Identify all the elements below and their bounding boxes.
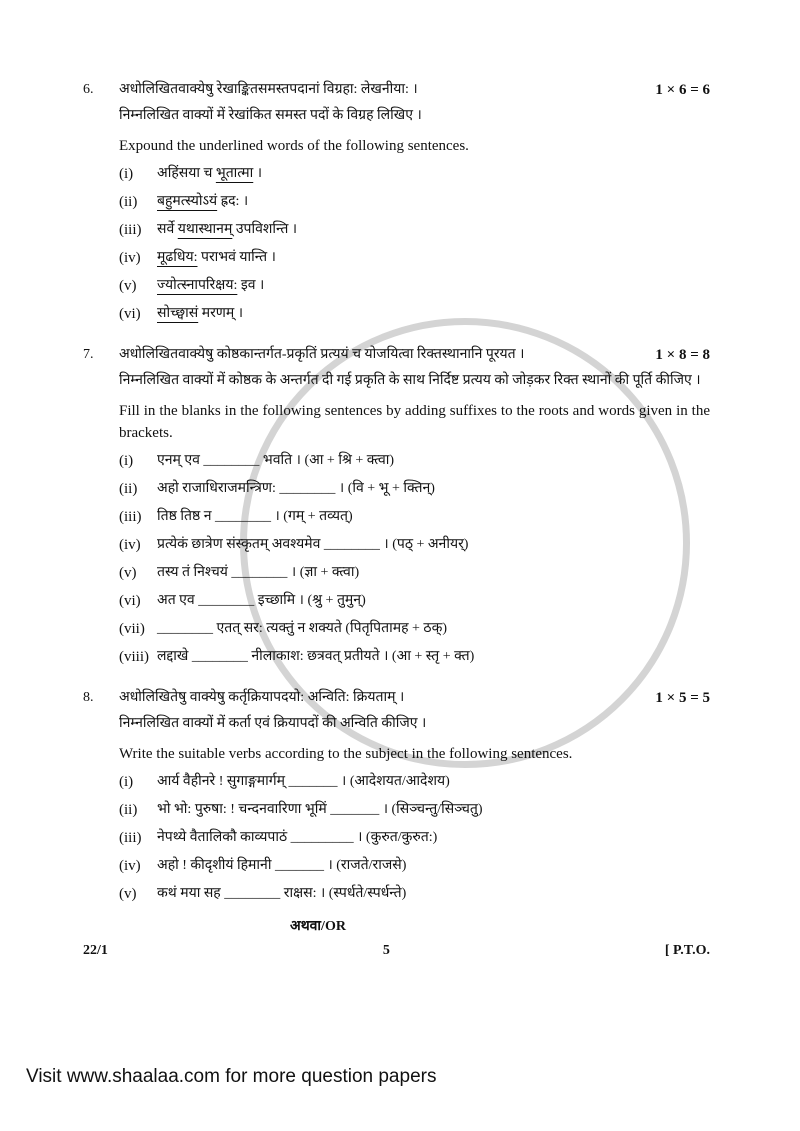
list-item <box>119 534 710 556</box>
underlined-word: सोच्छ्वासं <box>157 306 199 321</box>
page-number: 5 <box>382 943 390 958</box>
list-item <box>119 303 710 325</box>
question-number: 7. <box>83 347 94 362</box>
list-item <box>119 506 710 528</box>
item-content: नेपथ्ये वैतालिकौ काव्यपाठं _________ । (कुरुत/कुरुत:) <box>157 830 438 845</box>
question-q8 <box>83 688 710 905</box>
question-header <box>83 345 710 365</box>
item-content: एनम् एव ________ भवति । (आ + श्रि + क्त्वा) <box>157 453 395 468</box>
question-marks: 1 × 8 = 8 <box>655 347 710 363</box>
item-text: मरणम् । <box>198 306 244 321</box>
item-content: ________ एतत् सर: त्यक्तुं न शक्यते (पितृपितामह + ठक्) <box>157 621 447 636</box>
item-number: (iv) <box>119 858 141 874</box>
item-number: (ii) <box>119 194 138 210</box>
underlined-word: बहुमत्स्योऽयं <box>157 194 218 209</box>
page-footer <box>83 941 710 961</box>
item-text: सर्वे <box>157 222 178 237</box>
question-english: Write the suitable verbs according to the subject in the following sentences. <box>119 746 573 762</box>
item-text: अहिंसया च <box>157 166 216 181</box>
list-item <box>119 219 710 241</box>
item-number: (iii) <box>119 830 142 846</box>
paper-code: 22/1 <box>83 943 108 958</box>
item-content: आर्य वैहीनरे ! सुगाङ्गमार्गम् _______ । (आदेशयत/आदेशय) <box>157 774 450 789</box>
underlined-word: भूतात्मा <box>215 166 254 181</box>
item-content: अत एव ________ इच्छामि । (श्रु + तुमुन्) <box>157 593 366 608</box>
item-number: (v) <box>119 278 137 294</box>
item-content <box>157 303 710 325</box>
list-item <box>119 618 710 640</box>
list-item <box>119 646 710 668</box>
list-item <box>119 799 710 821</box>
list-item <box>119 855 710 877</box>
question-hindi: निम्नलिखित वाक्यों में रेखांकित समस्त पदों के विग्रह लिखिए । <box>119 108 422 123</box>
question-q7 <box>83 345 710 668</box>
item-content <box>157 275 710 297</box>
item-number: (ii) <box>119 802 138 818</box>
item-number: (iii) <box>119 509 142 525</box>
underlined-word: मूढधिय: <box>157 250 198 265</box>
question-marks: 1 × 5 = 5 <box>655 690 710 706</box>
question-q6 <box>83 80 710 325</box>
question-number: 6. <box>83 82 94 97</box>
item-content: अहो ! कीदृशीयं हिमानी _______ । (राजते/राजसे) <box>157 858 407 873</box>
item-content <box>157 163 710 185</box>
question-header <box>83 688 710 708</box>
list-item <box>119 562 710 584</box>
list-item <box>119 163 710 185</box>
question-sanskrit: अधोलिखितेषु वाक्येषु कर्तृक्रियापदयो: अन्विति: क्रियताम् । <box>119 690 405 705</box>
or-label: अथवा/OR <box>290 919 346 934</box>
exam-page <box>83 80 710 961</box>
item-number: (v) <box>119 886 137 902</box>
item-number: (i) <box>119 453 134 469</box>
item-text: ह्रद: । <box>217 194 249 209</box>
item-content <box>157 191 710 213</box>
list-item <box>119 590 710 612</box>
question-hindi: निम्नलिखित वाक्यों में कोष्ठक के अन्तर्गत दी गई प्रकृति के साथ निर्दिष्ट प्रत्यय को जोड़कर रिक्त स्थानों की पूर्ति कीजिए । <box>119 373 701 388</box>
question-marks: 1 × 6 = 6 <box>655 82 710 98</box>
list-item <box>119 771 710 793</box>
list-item <box>119 478 710 500</box>
question-english: Expound the underlined words of the following sentences. <box>119 138 469 154</box>
list-item <box>119 827 710 849</box>
question-sanskrit: अधोलिखितवाक्येषु रेखाङ्कितसमस्तपदानां विग्रहा: लेखनीया: । <box>119 82 418 97</box>
item-number: (vii) <box>119 621 145 637</box>
item-text: उपविशन्ति । <box>232 222 298 237</box>
item-number: (iii) <box>119 222 142 238</box>
question-number: 8. <box>83 690 94 705</box>
list-item <box>119 247 710 269</box>
item-number: (i) <box>119 166 134 182</box>
item-text: । <box>253 166 263 181</box>
list-item <box>119 191 710 213</box>
item-content: तस्य तं निश्चयं ________ । (ज्ञा + क्त्वा) <box>157 565 360 580</box>
item-content: लद्दाखे ________ नीलाकाश: छत्रवत् प्रतीयते । (आ + स्तृ + क्त) <box>157 649 475 664</box>
item-number: (vi) <box>119 306 141 322</box>
item-content: भो भो: पुरुषा: ! चन्दनवारिणा भूमिं _______ । (सिञ्चन्तु/सिञ्चतु) <box>157 802 483 817</box>
item-text: इव । <box>237 278 265 293</box>
item-number: (iv) <box>119 537 141 553</box>
item-content: अहो राजाधिराजमन्त्रिण: ________ । (वि + भू + क्तिन्) <box>157 481 435 496</box>
pto-label: [ P.T.O. <box>664 943 710 958</box>
question-hindi: निम्नलिखित वाक्यों में कर्ता एवं क्रियापदों की अन्विति कीजिए । <box>119 716 427 731</box>
item-number: (iv) <box>119 250 141 266</box>
item-content <box>157 247 710 269</box>
item-content: तिष्ठ तिष्ठ न ________ । (गम् + तव्यत्) <box>157 509 353 524</box>
question-header <box>83 80 710 100</box>
item-number: (v) <box>119 565 137 581</box>
item-content <box>157 219 710 241</box>
underlined-word: यथास्थानम् <box>177 222 233 237</box>
list-item <box>119 275 710 297</box>
item-number: (ii) <box>119 481 138 497</box>
item-text: पराभवं यान्ति । <box>197 250 276 265</box>
item-number: (viii) <box>119 649 149 665</box>
list-item <box>119 883 710 905</box>
item-number: (i) <box>119 774 134 790</box>
item-content: कथं मया सह ________ राक्षस: । (स्पर्धते/स्पर्धन्ते) <box>157 886 407 901</box>
item-number: (vi) <box>119 593 141 609</box>
list-item <box>119 450 710 472</box>
underlined-word: ज्योत्स्नापरिक्षय: <box>157 278 238 293</box>
visit-link[interactable]: Visit www.shaalaa.com for more question papers <box>26 1066 437 1087</box>
question-sanskrit: अधोलिखितवाक्येषु कोष्ठकान्तर्गत-प्रकृतिं प्रत्ययं च योजयित्वा रिक्तस्थानानि पूरयत । <box>119 347 525 362</box>
question-english: Fill in the blanks in the following sentences by adding suffixes to the roots and words given in the brackets. <box>119 403 710 441</box>
item-content: प्रत्येकं छात्रेण संस्कृतम् अवश्यमेव ________ । (पठ् + अनीयर्) <box>157 537 469 552</box>
